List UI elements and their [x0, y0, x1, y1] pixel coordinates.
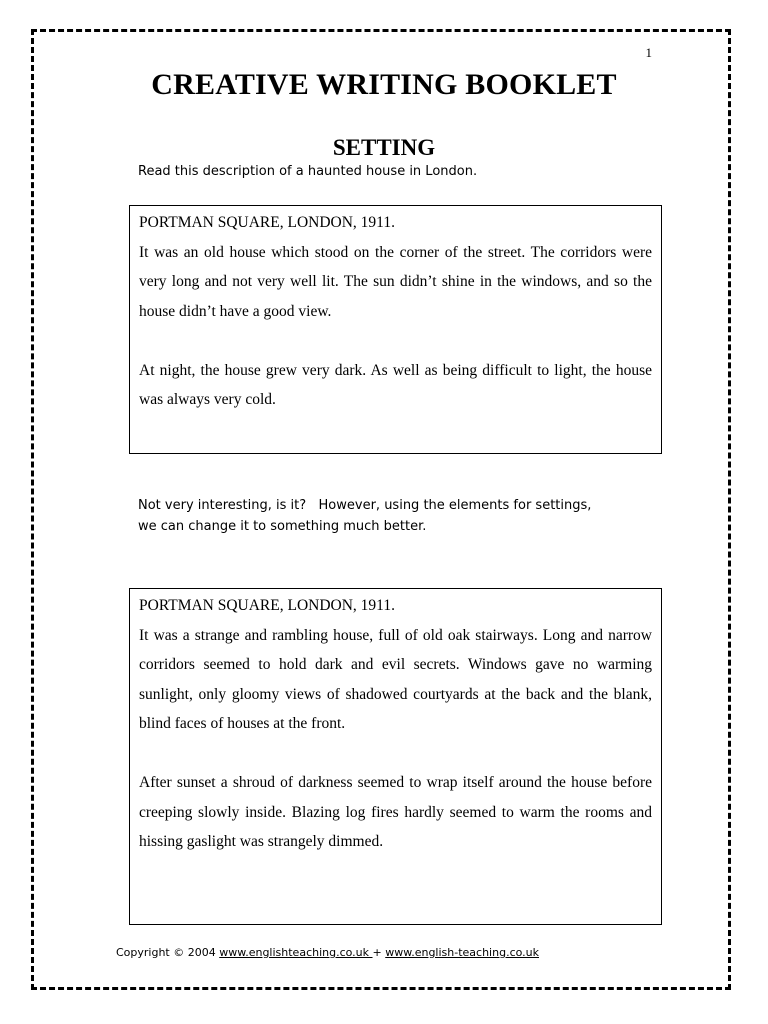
- paragraph-gap: [139, 739, 652, 769]
- page-number: 1: [645, 45, 652, 60]
- commentary-line: Not very interesting, is it? However, using the elements for settings,: [138, 498, 592, 513]
- footer: [116, 946, 539, 959]
- section-heading: SETTING: [332, 135, 436, 160]
- commentary-text: [138, 495, 664, 537]
- box-paragraph: It was a strange and rambling house, full of old oak stairways. Long and narrow corridors seemed to hold dark and evil secrets. Windows gave no warming sunlight, only gloomy views of shadowed courtyards at the back and the blank, blind faces of houses at the front.: [139, 626, 652, 732]
- box-paragraph: At night, the house grew very dark. As well as being difficult to light, the house was always very cold.: [139, 361, 652, 408]
- copyright-text: Copyright © 2004: [116, 946, 220, 959]
- box-paragraph: It was an old house which stood on the corner of the street. The corridors were very long and not very well lit. The sun didn’t shine in the windows, and so the house didn’t have a good view.: [139, 243, 652, 320]
- improved-description-box: [129, 588, 662, 925]
- paragraph-gap: [139, 326, 652, 356]
- commentary-line: we can change it to something much better.: [138, 519, 427, 534]
- plain-description-box: [129, 205, 662, 454]
- footer-separator: +: [372, 946, 386, 959]
- instruction-text: Read this description of a haunted house in London.: [138, 164, 478, 179]
- box-heading: PORTMAN SQUARE, LONDON, 1911.: [139, 214, 395, 231]
- footer-link-englishteaching[interactable]: www.englishteaching.co.uk: [219, 946, 373, 959]
- footer-link-english-teaching[interactable]: www.english-teaching.co.uk: [385, 946, 539, 959]
- page-title: CREATIVE WRITING BOOKLET: [151, 68, 617, 101]
- box-paragraph: After sunset a shroud of darkness seemed to wrap itself around the house before creeping slowly inside. Blazing log fires hardly seemed to warm the rooms and hissing gaslight was strangely dimmed.: [139, 774, 652, 850]
- box-heading: PORTMAN SQUARE, LONDON, 1911.: [139, 597, 395, 614]
